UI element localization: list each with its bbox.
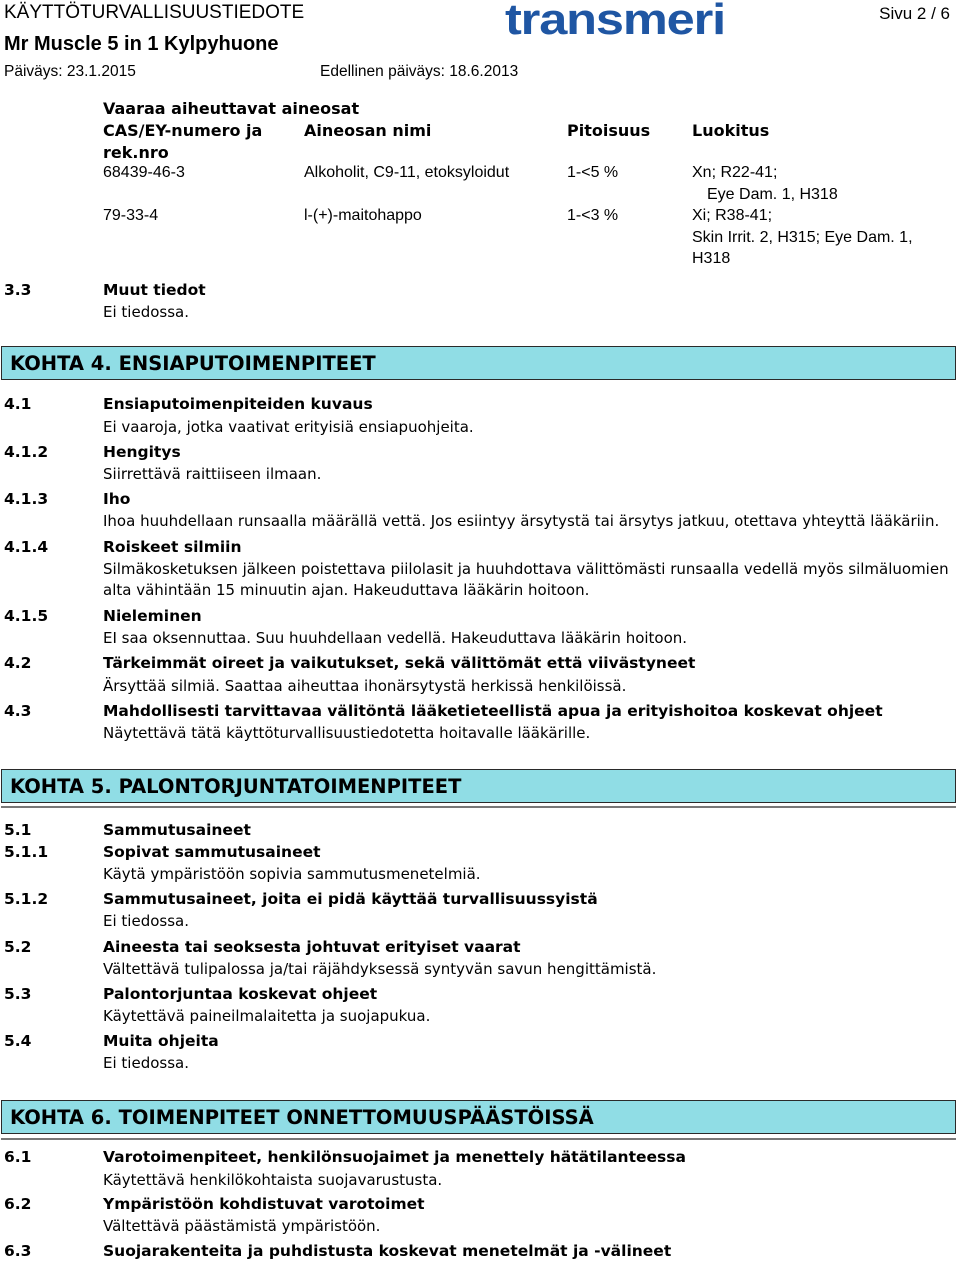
s4-1-3-title: Iho — [103, 490, 131, 508]
col-header-cas: CAS/EY-numero ja — [103, 121, 263, 140]
s5-2-number: 5.2 — [4, 938, 32, 956]
composition-title: Vaaraa aiheuttavat aineosat — [103, 99, 360, 118]
section-4-heading: KOHTA 4. ENSIAPUTOIMENPITEET — [1, 346, 956, 380]
s4-1-2-title: Hengitys — [103, 443, 181, 461]
section-5-divider — [1, 806, 956, 808]
s4-1-text: Ei vaaroja, jotka vaativat erityisiä ensiapuohjeita. — [103, 418, 474, 436]
transmeri-logo — [505, 0, 727, 42]
s4-1-3-text: Ihoa huuhdellaan runsaalla määrällä vettä. Jos esiintyy ärsytystä tai ärsytys jatkuu, otettava yhteyttä lääkäriin. — [103, 512, 940, 530]
s5-2-text: Vältettävä tulipalossa ja/tai räjähdyksessä syntyvän savun hengittämistä. — [103, 960, 657, 978]
col-header-classification: Luokitus — [692, 121, 770, 140]
s6-3-number: 6.3 — [4, 1242, 32, 1260]
s6-2-text: Vältettävä päästämistä ympäristöön. — [103, 1217, 381, 1235]
s5-1-1-title: Sopivat sammutusaineet — [103, 843, 321, 861]
s4-1-title: Ensiaputoimenpiteiden kuvaus — [103, 395, 373, 413]
s6-1-number: 6.1 — [4, 1148, 32, 1166]
s5-4-number: 5.4 — [4, 1032, 32, 1050]
row2-classification-2: Skin Irrit. 2, H315; Eye Dam. 1, — [692, 229, 913, 246]
product-name: Mr Muscle 5 in 1 Kylpyhuone — [4, 33, 279, 55]
previous-date: Edellinen päiväys: 18.6.2013 — [320, 63, 519, 80]
page-number: Sivu 2 / 6 — [879, 4, 950, 23]
s5-2-title: Aineesta tai seoksesta johtuvat erityiset vaarat — [103, 938, 521, 956]
s5-3-text: Käytettävä paineilmalaitetta ja suojapukua. — [103, 1007, 431, 1025]
s4-1-4-text: Silmäkosketuksen jälkeen poistettava piilolasit ja huuhdottava välittömästi runsaalla vedellä myös silmäluomien — [103, 560, 949, 578]
s4-1-3-number: 4.1.3 — [4, 490, 49, 508]
s6-3-title: Suojarakenteita ja puhdistusta koskevat menetelmät ja -välineet — [103, 1242, 672, 1260]
row1-classification: Xn; R22-41; — [692, 164, 778, 181]
s6-2-title: Ympäristöön kohdistuvat varotoimet — [103, 1195, 425, 1213]
section-6-heading: KOHTA 6. TOIMENPITEET ONNETTOMUUSPÄÄSTÖISSÄ — [1, 1100, 956, 1134]
document-title: KÄYTTÖTURVALLISUUSTIEDOTE — [4, 2, 305, 23]
row2-classification-3: H318 — [692, 250, 731, 267]
s4-1-4-number: 4.1.4 — [4, 538, 49, 556]
s6-2-number: 6.2 — [4, 1195, 32, 1213]
col-header-name: Aineosan nimi — [304, 121, 432, 140]
section-5-heading: KOHTA 5. PALONTORJUNTATOIMENPITEET — [1, 769, 956, 803]
col-header-cas-2: rek.nro — [103, 143, 169, 162]
s3-3-number: 3.3 — [4, 281, 32, 299]
s3-3-title: Muut tiedot — [103, 281, 206, 299]
s4-1-5-text: EI saa oksennuttaa. Suu huuhdellaan vedellä. Hakeuduttava lääkärin hoitoon. — [103, 629, 688, 647]
s4-1-4-title: Roiskeet silmiin — [103, 538, 242, 556]
s4-1-2-number: 4.1.2 — [4, 443, 49, 461]
row2-concentration: 1-<3 % — [567, 207, 619, 224]
issue-date: Päiväys: 23.1.2015 — [4, 63, 136, 80]
s5-1-1-text: Käytä ympäristöön sopivia sammutusmenetelmiä. — [103, 865, 481, 883]
s5-1-1-number: 5.1.1 — [4, 843, 49, 861]
s5-3-number: 5.3 — [4, 985, 32, 1003]
row2-classification: Xi; R38-41; — [692, 207, 773, 224]
s5-1-number: 5.1 — [4, 821, 32, 839]
row2-name: l-(+)-maitohappo — [304, 207, 422, 224]
s5-4-title: Muita ohjeita — [103, 1032, 219, 1050]
s4-3-text: Näytettävä tätä käyttöturvallisuustiedotetta hoitavalle lääkärille. — [103, 724, 591, 742]
s5-1-2-title: Sammutusaineet, joita ei pidä käyttää turvallisuussyistä — [103, 890, 598, 908]
s4-1-2-text: Siirrettävä raittiiseen ilmaan. — [103, 465, 322, 483]
s4-1-5-number: 4.1.5 — [4, 607, 49, 625]
s4-2-title: Tärkeimmät oireet ja vaikutukset, sekä välittömät että viivästyneet — [103, 654, 696, 672]
s6-1-title: Varotoimenpiteet, henkilönsuojaimet ja menettely hätätilanteessa — [103, 1148, 686, 1166]
row1-cas: 68439-46-3 — [103, 164, 185, 181]
col-header-concentration: Pitoisuus — [567, 121, 651, 140]
s4-3-title: Mahdollisesti tarvittavaa välitöntä lääketieteellistä apua ja erityishoitoa koskevat ohjeet — [103, 702, 883, 720]
s5-4-text: Ei tiedossa. — [103, 1054, 189, 1072]
s4-2-text: Ärsyttää silmiä. Saattaa aiheuttaa ihonärsytystä herkissä henkilöissä. — [103, 677, 627, 695]
s3-3-text: Ei tiedossa. — [103, 303, 189, 321]
row1-name: Alkoholit, C9-11, etoksyloidut — [304, 164, 510, 181]
s6-1-text: Käytettävä henkilökohtaista suojavarustusta. — [103, 1171, 443, 1189]
row2-cas: 79-33-4 — [103, 207, 159, 224]
s4-1-number: 4.1 — [4, 395, 32, 413]
s5-3-title: Palontorjuntaa koskevat ohjeet — [103, 985, 378, 1003]
s4-2-number: 4.2 — [4, 654, 32, 672]
section-6-divider — [1, 1138, 956, 1140]
row1-classification-2: Eye Dam. 1, H318 — [707, 186, 838, 203]
s4-3-number: 4.3 — [4, 702, 32, 720]
s5-1-2-text: Ei tiedossa. — [103, 912, 189, 930]
s4-1-5-title: Nieleminen — [103, 607, 202, 625]
s5-1-title: Sammutusaineet — [103, 821, 251, 839]
svg-text:transmeri: transmeri — [505, 0, 725, 42]
s4-1-4-text-2: alta vähintään 15 minuutin ajan. Hakeuduttava lääkärin hoitoon. — [103, 581, 590, 599]
s5-1-2-number: 5.1.2 — [4, 890, 49, 908]
row1-concentration: 1-<5 % — [567, 164, 619, 181]
